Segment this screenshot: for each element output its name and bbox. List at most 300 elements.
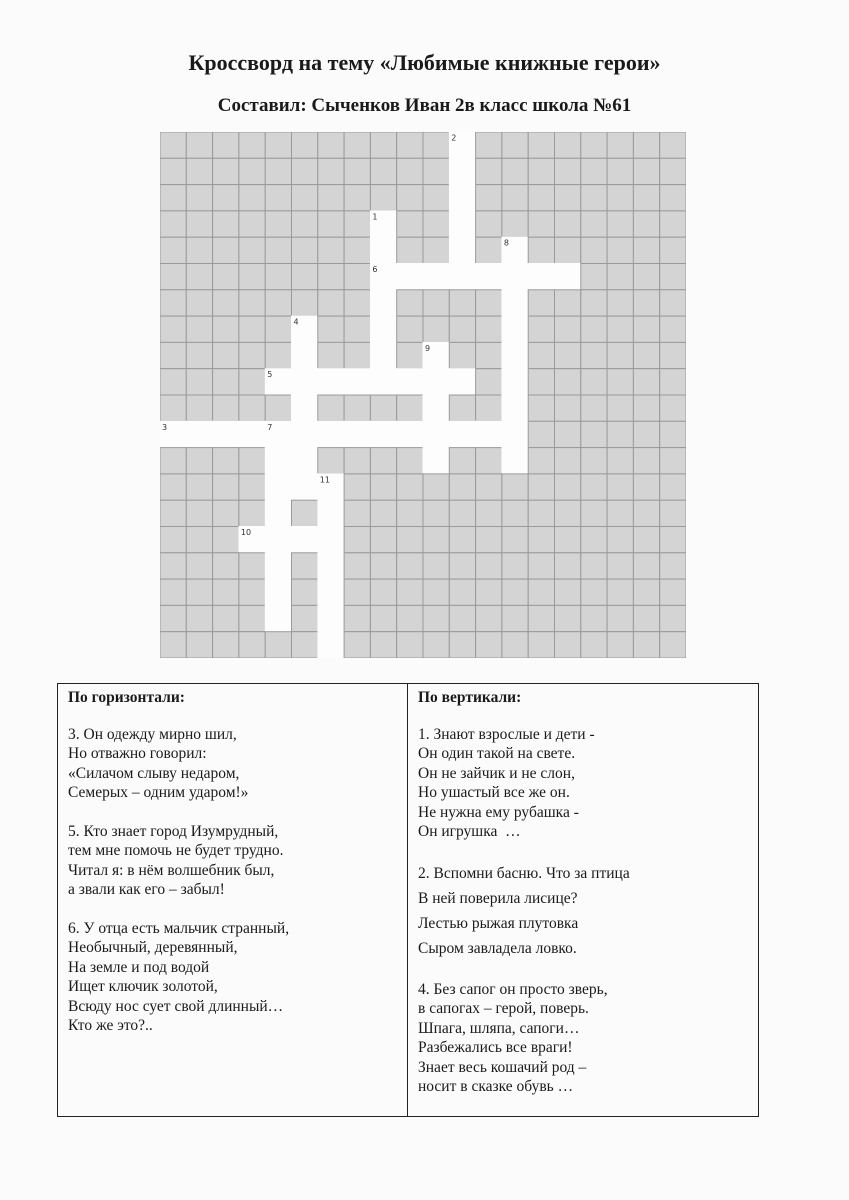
grid-cell (660, 395, 686, 421)
grid-cell (476, 316, 502, 342)
grid-cell (186, 527, 212, 553)
grid-cell (397, 316, 423, 342)
grid-cell (292, 290, 318, 316)
grid-cell (449, 448, 475, 474)
grid-cell (397, 211, 423, 237)
grid-cell (476, 579, 502, 605)
grid-cell (476, 290, 502, 316)
grid-cell (528, 342, 554, 368)
grid-cell (213, 290, 239, 316)
grid-cell (660, 237, 686, 263)
clue-number-2: 2 (451, 133, 457, 143)
answer-cell (476, 264, 502, 290)
grid-cell (213, 527, 239, 553)
grid-cell (239, 579, 265, 605)
grid-cell (160, 500, 186, 526)
answer-cell (344, 421, 370, 447)
grid-cell (239, 448, 265, 474)
grid-cell (423, 579, 449, 605)
grid-cell (633, 553, 659, 579)
grid-cell (397, 632, 423, 658)
grid-cell (344, 500, 370, 526)
grid-cell (213, 474, 239, 500)
grid-cell (239, 264, 265, 290)
grid-cell (370, 553, 396, 579)
grid-cell (370, 579, 396, 605)
grid-cell (397, 474, 423, 500)
grid-cell (186, 316, 212, 342)
grid-cell (397, 527, 423, 553)
grid-cell (292, 185, 318, 211)
grid-cell (633, 474, 659, 500)
grid-cell (397, 500, 423, 526)
grid-cell (318, 237, 344, 263)
grid-cell (633, 158, 659, 184)
grid-cell (239, 500, 265, 526)
grid-cell (581, 500, 607, 526)
grid-cell (555, 632, 581, 658)
grid-cell (265, 158, 291, 184)
grid-cell (660, 605, 686, 631)
answer-cell (502, 369, 528, 395)
grid-cell (213, 395, 239, 421)
grid-cell (660, 474, 686, 500)
clues-across-column (58, 684, 408, 1116)
grid-cell (528, 474, 554, 500)
grid-cell (449, 605, 475, 631)
grid-cell (528, 500, 554, 526)
clue-number-7: 7 (267, 422, 273, 432)
grid-cell (607, 605, 633, 631)
grid-cell (607, 421, 633, 447)
grid-cell (265, 316, 291, 342)
grid-cell (186, 500, 212, 526)
grid-cell (555, 132, 581, 158)
answer-cell (476, 421, 502, 447)
grid-cell (633, 237, 659, 263)
grid-cell (502, 474, 528, 500)
grid-cell (239, 237, 265, 263)
grid-cell (581, 527, 607, 553)
answer-cell (502, 342, 528, 368)
answer-cell (423, 421, 449, 447)
grid-cell (423, 158, 449, 184)
answer-cell (555, 264, 581, 290)
grid-cell (581, 132, 607, 158)
grid-cell (555, 290, 581, 316)
grid-cell (344, 132, 370, 158)
grid-cell (397, 395, 423, 421)
grid-cell (449, 527, 475, 553)
grid-cell (344, 632, 370, 658)
grid-cell (423, 211, 449, 237)
grid-cell (449, 632, 475, 658)
grid-cell (528, 579, 554, 605)
grid-cell (581, 421, 607, 447)
answer-cell (292, 421, 318, 447)
answer-cell (318, 579, 344, 605)
grid-cell (476, 395, 502, 421)
grid-cell (660, 316, 686, 342)
grid-cell (318, 132, 344, 158)
grid-cell (581, 605, 607, 631)
answer-cell (502, 448, 528, 474)
grid-cell (292, 605, 318, 631)
grid-cell (476, 237, 502, 263)
grid-cell (213, 132, 239, 158)
grid-cell (555, 553, 581, 579)
grid-cell (476, 158, 502, 184)
grid-cell (213, 158, 239, 184)
answer-cell (318, 553, 344, 579)
grid-cell (555, 185, 581, 211)
grid-cell (397, 158, 423, 184)
grid-cell (449, 553, 475, 579)
grid-cell (160, 158, 186, 184)
answer-cell (292, 342, 318, 368)
grid-cell (528, 158, 554, 184)
answer-cell (370, 342, 396, 368)
grid-cell (213, 211, 239, 237)
grid-cell (502, 527, 528, 553)
grid-cell (370, 448, 396, 474)
answer-cell (449, 264, 475, 290)
grid-cell (502, 632, 528, 658)
grid-cell (555, 395, 581, 421)
answer-cell (318, 632, 344, 658)
grid-cell (344, 474, 370, 500)
answer-cell (449, 185, 475, 211)
grid-cell (318, 264, 344, 290)
grid-cell (660, 264, 686, 290)
grid-cell (555, 500, 581, 526)
grid-cell (660, 342, 686, 368)
grid-cell (344, 395, 370, 421)
grid-cell (160, 264, 186, 290)
clues-table (57, 683, 759, 1117)
answer-cell (344, 369, 370, 395)
grid-cell (292, 158, 318, 184)
grid-cell (607, 579, 633, 605)
answer-cell (292, 369, 318, 395)
grid-cell (239, 158, 265, 184)
clue-number-11: 11 (319, 475, 330, 485)
grid-cell (660, 211, 686, 237)
grid-cell (160, 132, 186, 158)
grid-cell (213, 632, 239, 658)
answer-cell (397, 421, 423, 447)
grid-cell (476, 369, 502, 395)
grid-cell (633, 421, 659, 447)
page-subtitle: Составил: Сыченков Иван 2в класс школа №61 (217, 95, 632, 116)
answer-cell (292, 527, 318, 553)
answer-cell (397, 369, 423, 395)
grid-cell (528, 211, 554, 237)
grid-cell (660, 632, 686, 658)
grid-cell (213, 448, 239, 474)
grid-cell (607, 264, 633, 290)
page-title: Кроссворд на тему «Любимые книжные герои» (188, 50, 661, 75)
grid-cell (397, 605, 423, 631)
grid-cell (581, 211, 607, 237)
grid-cell (186, 342, 212, 368)
grid-cell (265, 185, 291, 211)
answer-cell (318, 605, 344, 631)
grid-cell (186, 632, 212, 658)
answer-cell (502, 316, 528, 342)
down-header: По вертикали: (418, 689, 522, 706)
clue-number-8: 8 (503, 238, 509, 248)
grid-cell (186, 605, 212, 631)
grid-cell (607, 632, 633, 658)
grid-cell (239, 395, 265, 421)
grid-cell (607, 369, 633, 395)
grid-cell (423, 237, 449, 263)
grid-cell (660, 500, 686, 526)
grid-cell (292, 211, 318, 237)
grid-cell (160, 474, 186, 500)
grid-cell (397, 448, 423, 474)
grid-cell (318, 342, 344, 368)
grid-cell (239, 290, 265, 316)
grid-cell (633, 369, 659, 395)
grid-cell (528, 632, 554, 658)
grid-cell (555, 316, 581, 342)
grid-cell (555, 369, 581, 395)
answer-cell (318, 421, 344, 447)
clue-number-4: 4 (293, 317, 299, 327)
grid-cell (292, 132, 318, 158)
grid-cell (344, 553, 370, 579)
grid-cell (160, 211, 186, 237)
answer-cell (423, 264, 449, 290)
grid-cell (186, 553, 212, 579)
grid-cell (502, 132, 528, 158)
grid-cell (186, 158, 212, 184)
grid-cell (555, 579, 581, 605)
grid-cell (660, 579, 686, 605)
answer-cell (239, 421, 265, 447)
grid-cell (660, 290, 686, 316)
grid-cell (370, 185, 396, 211)
grid-cell (239, 132, 265, 158)
grid-cell (581, 342, 607, 368)
grid-cell (607, 237, 633, 263)
grid-cell (633, 632, 659, 658)
grid-cell (633, 448, 659, 474)
grid-cell (423, 474, 449, 500)
grid-cell (555, 474, 581, 500)
answer-cell (528, 264, 554, 290)
grid-cell (528, 290, 554, 316)
grid-cell (186, 264, 212, 290)
grid-cell (213, 185, 239, 211)
grid-cell (397, 132, 423, 158)
grid-cell (660, 369, 686, 395)
answer-cell (265, 579, 291, 605)
grid-cell (318, 316, 344, 342)
grid-cell (213, 264, 239, 290)
grid-cell (397, 553, 423, 579)
grid-cell (292, 553, 318, 579)
grid-cell (633, 290, 659, 316)
grid-cell (607, 211, 633, 237)
grid-cell (581, 237, 607, 263)
grid-cell (213, 500, 239, 526)
grid-cell (423, 632, 449, 658)
grid-cell (633, 316, 659, 342)
grid-cell (502, 553, 528, 579)
answer-cell (502, 290, 528, 316)
grid-cell (423, 500, 449, 526)
grid-cell (344, 264, 370, 290)
grid-cell (344, 579, 370, 605)
clue-down-4: 4. Без сапог он просто зверь, в сапогах – герой, поверь. Шпага, шляпа, сапоги… Разбежались все враги! Знает весь кошачий род – носит в сказке обувь … (418, 980, 608, 1095)
grid-cell (318, 395, 344, 421)
answer-cell (318, 527, 344, 553)
answer-cell (370, 237, 396, 263)
grid-cell (344, 448, 370, 474)
clue-number-5: 5 (267, 370, 273, 380)
grid-cell (555, 342, 581, 368)
grid-cell (239, 185, 265, 211)
answer-cell (423, 448, 449, 474)
grid-cell (607, 500, 633, 526)
grid-cell (160, 185, 186, 211)
grid-cell (292, 632, 318, 658)
grid-cell (476, 527, 502, 553)
grid-cell (581, 185, 607, 211)
grid-cell (265, 395, 291, 421)
across-header: По горизонтали: (68, 689, 185, 706)
grid-cell (344, 290, 370, 316)
grid-cell (660, 132, 686, 158)
grid-cell (633, 500, 659, 526)
grid-cell (318, 211, 344, 237)
clue-across-6: 6. У отца есть мальчик странный, Необычный, деревянный, На земле и под водой Ищет ключик золотой, Всюду нос сует свой длинный… Кто же это?.. (68, 919, 290, 1034)
grid-cell (660, 158, 686, 184)
crossword-grid (160, 132, 686, 658)
clues-down-column (408, 684, 758, 1116)
grid-cell (581, 395, 607, 421)
grid-cell (370, 605, 396, 631)
answer-cell (370, 316, 396, 342)
grid-cell (344, 237, 370, 263)
grid-cell (213, 553, 239, 579)
grid-cell (607, 158, 633, 184)
grid-cell (633, 605, 659, 631)
grid-cell (213, 369, 239, 395)
grid-cell (607, 342, 633, 368)
grid-cell (476, 500, 502, 526)
grid-cell (344, 342, 370, 368)
grid-cell (660, 421, 686, 447)
grid-cell (528, 605, 554, 631)
clue-across-3: 3. Он одежду мирно шил, Но отважно говорил: «Силачом слыву недаром, Семерых – одним ударом!» (68, 725, 249, 801)
grid-cell (370, 132, 396, 158)
answer-cell (265, 527, 291, 553)
grid-cell (607, 290, 633, 316)
grid-cell (370, 632, 396, 658)
grid-cell (370, 158, 396, 184)
grid-cell (633, 264, 659, 290)
grid-cell (555, 421, 581, 447)
answer-cell (265, 553, 291, 579)
grid-cell (555, 448, 581, 474)
grid-cell (449, 395, 475, 421)
grid-cell (265, 632, 291, 658)
grid-cell (660, 448, 686, 474)
clue-down-1: 1. Знают взрослые и дети - Он один такой на свете. Он не зайчик и не слон, Но ушастый все же он. Не нужна ему рубашка - Он игрушка … (418, 725, 595, 840)
grid-cell (502, 158, 528, 184)
grid-cell (186, 185, 212, 211)
grid-cell (633, 211, 659, 237)
grid-cell (449, 342, 475, 368)
grid-cell (160, 290, 186, 316)
clue-number-9: 9 (425, 343, 431, 353)
grid-cell (292, 237, 318, 263)
grid-cell (160, 553, 186, 579)
grid-cell (160, 579, 186, 605)
grid-cell (160, 448, 186, 474)
grid-cell (476, 474, 502, 500)
grid-cell (213, 605, 239, 631)
grid-cell (370, 474, 396, 500)
grid-cell (160, 395, 186, 421)
grid-cell (502, 185, 528, 211)
grid-cell (528, 316, 554, 342)
answer-cell (423, 395, 449, 421)
grid-cell (581, 632, 607, 658)
grid-cell (660, 527, 686, 553)
grid-cell (633, 395, 659, 421)
grid-cell (397, 185, 423, 211)
grid-cell (528, 553, 554, 579)
answer-cell (186, 421, 212, 447)
answer-cell (292, 448, 318, 474)
grid-cell (607, 132, 633, 158)
grid-cell (370, 527, 396, 553)
grid-cell (607, 527, 633, 553)
grid-cell (607, 553, 633, 579)
grid-cell (633, 185, 659, 211)
grid-cell (607, 474, 633, 500)
grid-cell (239, 316, 265, 342)
grid-cell (476, 632, 502, 658)
grid-cell (581, 264, 607, 290)
grid-cell (555, 158, 581, 184)
grid-cell (318, 290, 344, 316)
grid-cell (265, 237, 291, 263)
grid-cell (239, 211, 265, 237)
grid-cell (160, 632, 186, 658)
grid-cell (423, 527, 449, 553)
answer-cell (449, 237, 475, 263)
grid-cell (292, 579, 318, 605)
grid-cell (555, 211, 581, 237)
grid-cell (476, 553, 502, 579)
grid-cell (186, 237, 212, 263)
grid-cell (160, 316, 186, 342)
answer-cell (265, 474, 291, 500)
grid-cell (607, 448, 633, 474)
answer-cell (318, 369, 344, 395)
grid-cell (239, 632, 265, 658)
grid-cell (581, 579, 607, 605)
clue-number-1: 1 (372, 212, 378, 222)
grid-cell (318, 185, 344, 211)
answer-cell (423, 369, 449, 395)
